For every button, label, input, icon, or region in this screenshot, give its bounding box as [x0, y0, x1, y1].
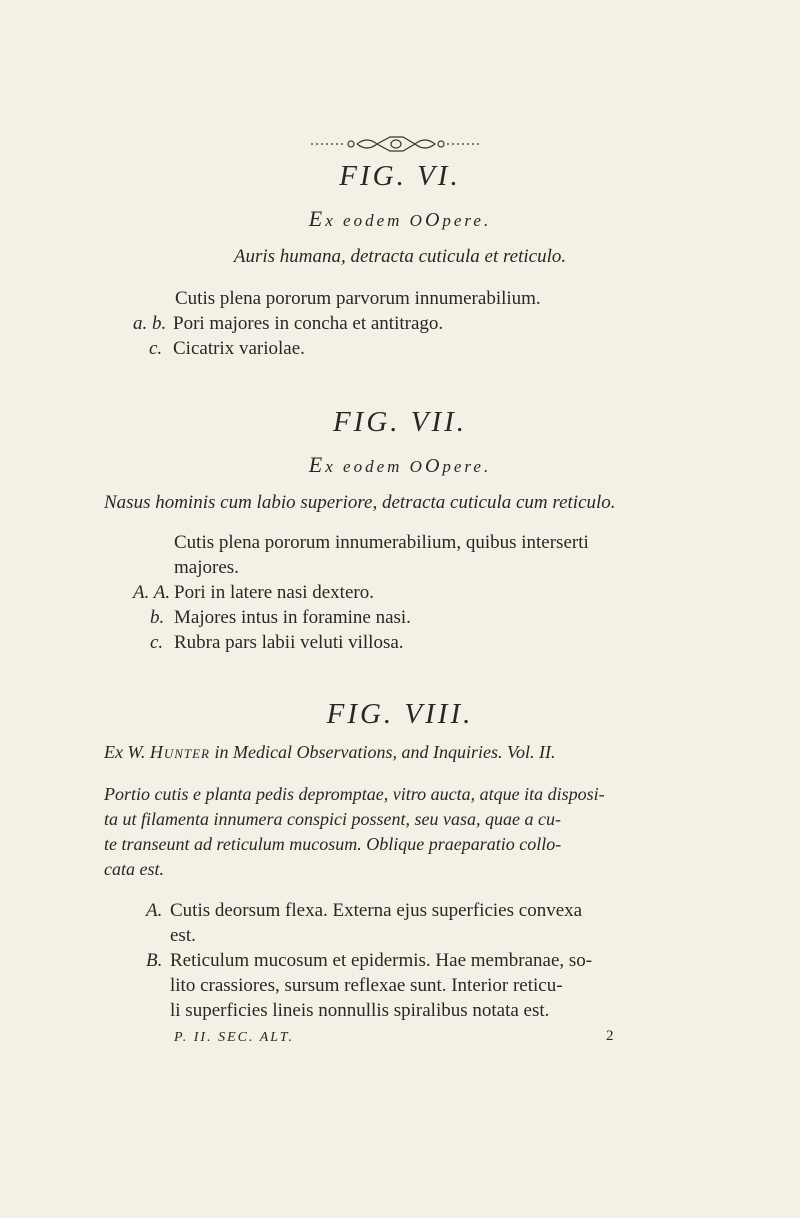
signature-mark: P. II. SEC. ALT. [174, 1030, 295, 1045]
fig8-item-b-cont: lito crassiores, sursum reflexae sunt. Interior reticu- [170, 975, 563, 996]
fig7-title: FIG. VII. [332, 406, 468, 438]
headpiece-ornament-icon [305, 132, 485, 156]
fig7-intro-cont: majores. [174, 557, 239, 578]
fig8-item-a: A. Cutis deorsum flexa. Externa ejus superficies convexa [146, 900, 583, 921]
fig6-intro: Cutis plena pororum parvorum innumerabilium. [175, 288, 541, 309]
fig6-item: c. Cicatrix variolae. [149, 338, 305, 359]
fig6-source: Ex eodem OOpere. [308, 206, 492, 231]
fig8-item-a-cont: est. [170, 925, 196, 946]
fig8-desc-line: cata est. [104, 859, 164, 879]
fig8-title: FIG. VIII. [326, 698, 474, 730]
fig7-intro: Cutis plena pororum innumerabilium, quibus interserti [174, 532, 589, 553]
fig6-item: a. b. Pori majores in concha et antitrago. [133, 313, 444, 334]
gathering-number: 2 [606, 1028, 616, 1044]
fig8-desc-line: te transeunt ad reticulum mucosum. Oblique praeparatio collo- [104, 834, 562, 854]
fig7-item: A. A. Pori in latere nasi dextero. [133, 582, 374, 603]
fig6-title: FIG. VI. [339, 160, 461, 192]
fig7-item: b. Majores intus in foramine nasi. [150, 607, 411, 628]
fig8-item-b-cont: li superficies lineis nonnullis spiralibus notata est. [170, 1000, 550, 1021]
fig8-desc-line: ta ut filamenta innumera conspici possent, seu vasa, quae a cu- [104, 809, 561, 829]
fig8-item-b: B. Reticulum mucosum et epidermis. Hae membranae, so- [146, 950, 593, 971]
fig8-desc-line: Portio cutis e planta pedis depromptae, vitro aucta, atque ita disposi- [104, 784, 605, 804]
fig7-source: Ex eodem OOpere. [308, 452, 492, 477]
fig7-caption: Nasus hominis cum labio superiore, detracta cuticula cum reticulo. [104, 492, 616, 513]
fig6-caption: Auris humana, detracta cuticula et reticulo. [233, 246, 567, 267]
fig7-item: c. Rubra pars labii veluti villosa. [150, 632, 404, 653]
fig8-source: Ex W. Hunter in Medical Observations, and Inquiries. Vol. II. [104, 742, 556, 762]
